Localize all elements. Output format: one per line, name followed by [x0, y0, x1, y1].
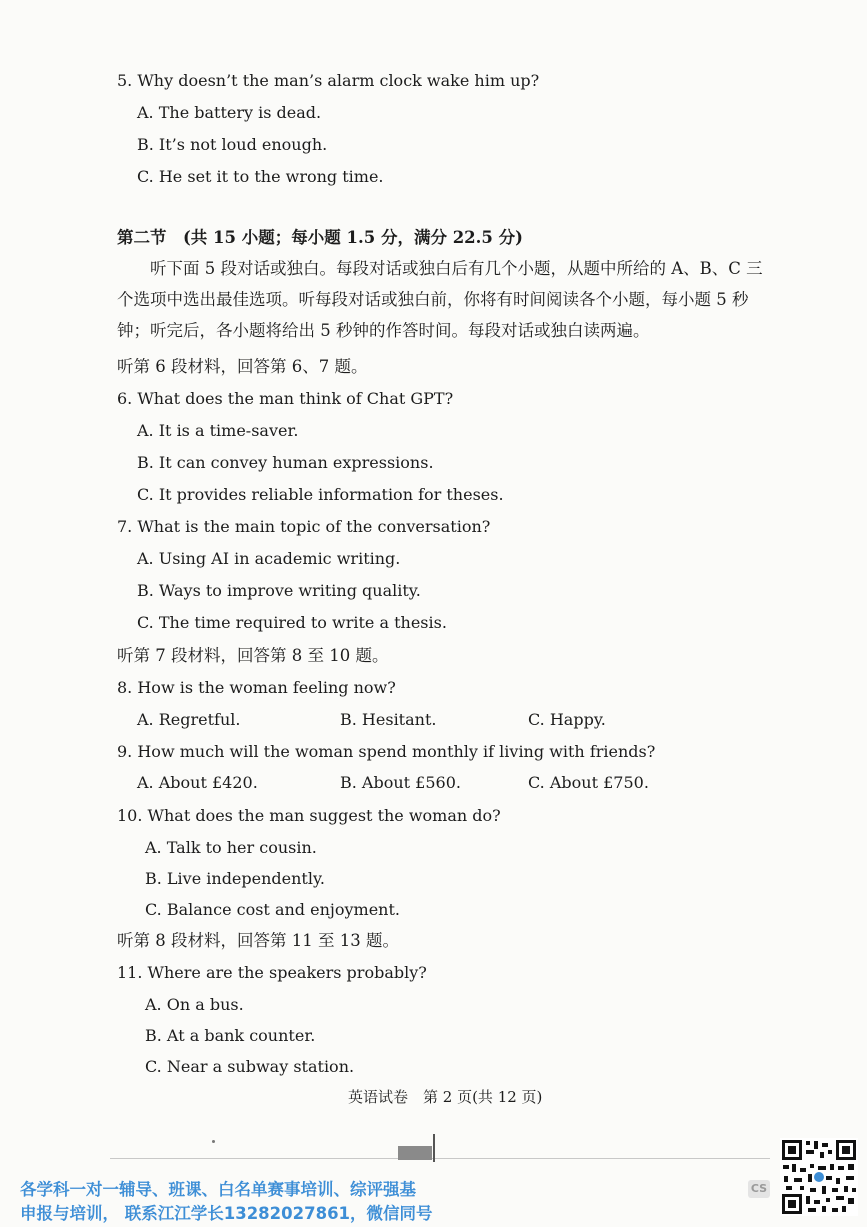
section-2-instruction-line-3: 钟；听完后，各小题将给出 5 秒钟的作答时间。每段对话或独白读两遍。 [117, 321, 650, 340]
page-footer: 英语试卷 第 2 页(共 12 页) [348, 1088, 543, 1106]
question-7-option-c: C. The time required to write a thesis. [137, 613, 447, 632]
page-edge-tick [433, 1134, 435, 1162]
question-8-option-c: C. Happy. [528, 710, 606, 729]
question-5-option-b: B. It’s not loud enough. [137, 135, 328, 154]
question-11-stem: 11. Where are the speakers probably? [117, 963, 427, 982]
passage-7-heading: 听第 7 段材料，回答第 8 至 10 题。 [117, 646, 389, 665]
promo-line-1: 各学科一对一辅导、班课、白名单赛事培训、综评强基 [20, 1180, 416, 1199]
scan-speck [212, 1140, 215, 1143]
promo-line-2: 申报与培训， 联系江江学长13282027861，微信同号 [20, 1204, 433, 1223]
camscanner-logo-icon: CS [748, 1180, 770, 1198]
question-6-option-a: A. It is a time-saver. [137, 421, 299, 440]
question-9-option-b: B. About £560. [340, 773, 461, 792]
question-10-option-a: A. Talk to her cousin. [145, 838, 317, 857]
question-9-option-a: A. About £420. [137, 773, 258, 792]
question-5-option-a: A. The battery is dead. [137, 103, 322, 122]
question-6-option-c: C. It provides reliable information for theses. [137, 485, 504, 504]
question-11-option-a: A. On a bus. [145, 995, 244, 1014]
question-7-option-b: B. Ways to improve writing quality. [137, 581, 421, 600]
question-9-option-c: C. About £750. [528, 773, 649, 792]
question-6-stem: 6. What does the man think of Chat GPT? [117, 389, 454, 408]
question-9-stem: 9. How much will the woman spend monthly if living with friends? [117, 742, 656, 761]
question-10-stem: 10. What does the man suggest the woman do? [117, 806, 501, 825]
question-10-option-c: C. Balance cost and enjoyment. [145, 900, 400, 919]
section-2-instruction-line-2: 个选项中选出最佳选项。听每段对话或独白前，你将有时间阅读各个小题，每小题 5 秒 [117, 290, 749, 309]
page-bottom-divider [110, 1158, 770, 1159]
question-5-option-c: C. He set it to the wrong time. [137, 167, 384, 186]
question-8-option-b: B. Hesitant. [340, 710, 437, 729]
question-11-option-c: C. Near a subway station. [145, 1057, 355, 1076]
question-7-stem: 7. What is the main topic of the conversation? [117, 517, 491, 536]
question-8-stem: 8. How is the woman feeling now? [117, 678, 396, 697]
question-11-option-b: B. At a bank counter. [145, 1026, 316, 1045]
section-2-heading: 第二节 (共 15 小题；每小题 1.5 分，满分 22.5 分) [117, 228, 523, 247]
page-edge-tab [398, 1146, 432, 1160]
question-10-option-b: B. Live independently. [145, 869, 325, 888]
passage-6-heading: 听第 6 段材料，回答第 6、7 题。 [117, 357, 368, 376]
qr-code-icon [780, 1138, 858, 1216]
question-6-option-b: B. It can convey human expressions. [137, 453, 434, 472]
question-5-stem: 5. Why doesn’t the man’s alarm clock wake him up? [117, 71, 540, 90]
section-2-instruction-line-1: 听下面 5 段对话或独白。每段对话或独白后有几个小题，从题中所给的 A、B、C 三 [117, 259, 763, 278]
question-8-option-a: A. Regretful. [137, 710, 241, 729]
passage-8-heading: 听第 8 段材料，回答第 11 至 13 题。 [117, 931, 399, 950]
question-7-option-a: A. Using AI in academic writing. [137, 549, 401, 568]
